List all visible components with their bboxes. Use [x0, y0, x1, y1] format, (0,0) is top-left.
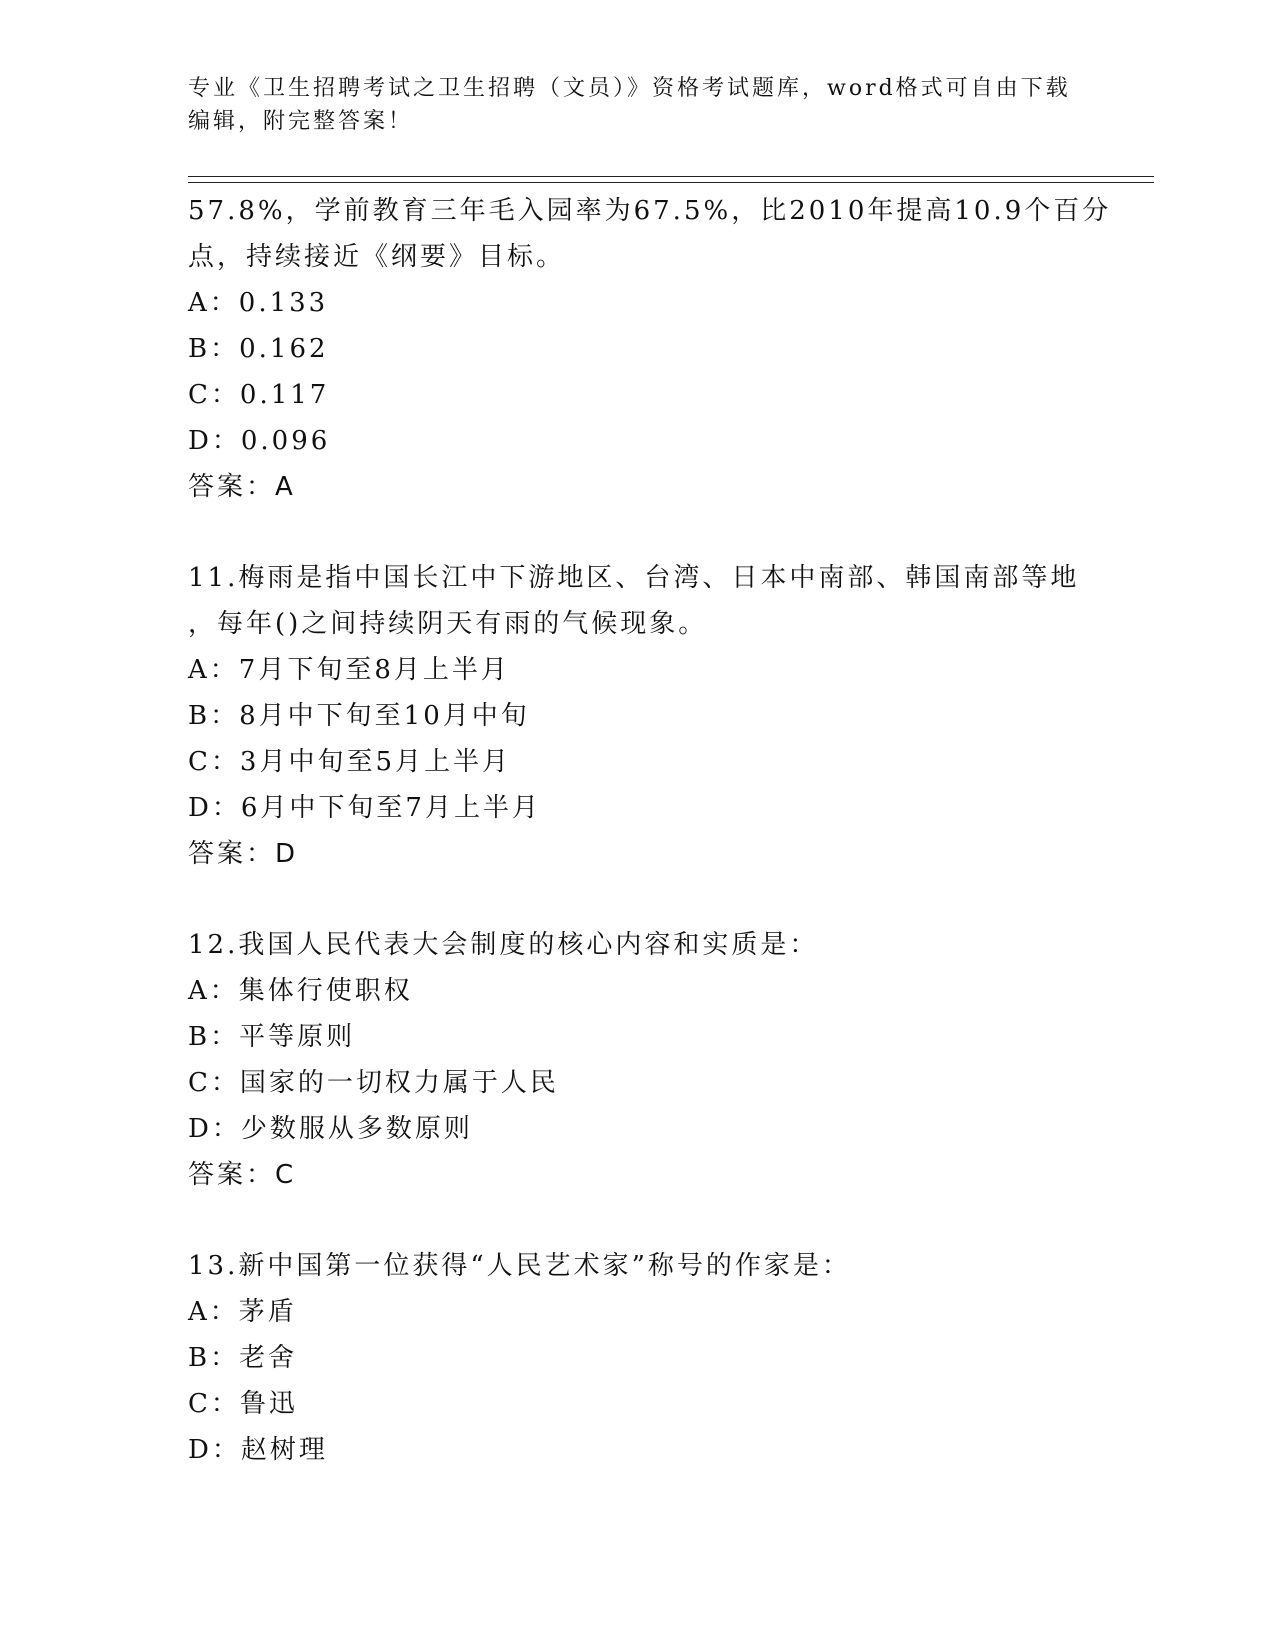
option-label: D：	[188, 793, 241, 823]
option-text: 茅盾	[238, 1297, 297, 1327]
option-c	[188, 1381, 1088, 1427]
option-text: 0.096	[240, 426, 331, 456]
document-header	[188, 72, 1088, 138]
answer-line: 答案：D	[188, 839, 299, 869]
option-b	[188, 693, 1088, 739]
option-text: 老舍	[239, 1343, 298, 1373]
header-rule-bottom	[188, 182, 1154, 183]
question-text-line: 12.我国人民代表大会制度的核心内容和实质是：	[188, 930, 819, 960]
option-text: 集体行使职权	[238, 976, 413, 1006]
option-label: B：	[188, 334, 240, 364]
option-text: 国家的一切权力属于人民	[239, 1068, 559, 1098]
question-13	[188, 1243, 1088, 1473]
option-label: C：	[188, 1389, 240, 1419]
question-text-line: 57.8%，学前教育三年毛入园率为67.5%，比2010年提高10.9个百分	[188, 196, 1112, 226]
question-spacer	[188, 1198, 1088, 1243]
option-text: 7月下旬至8月上半月	[238, 655, 510, 685]
option-text: 赵树理	[240, 1435, 328, 1465]
answer-line: 答案：A	[188, 472, 296, 502]
option-label: B：	[188, 1022, 240, 1052]
question-text-line: 13.新中国第一位获得“人民艺术家”称号的作家是：	[188, 1251, 851, 1281]
option-c	[188, 1060, 1088, 1106]
option-text: 0.133	[238, 288, 329, 318]
option-label: B：	[188, 701, 240, 731]
question-text-line: ，每年()之间持续阴天有雨的气候现象。	[188, 609, 708, 639]
option-d	[188, 418, 1088, 464]
option-label: D：	[188, 1435, 241, 1465]
question-11	[188, 555, 1088, 877]
option-label: A：	[188, 655, 239, 685]
question-text-line: 点，持续接近《纲要》目标。	[188, 242, 566, 272]
option-text: 3月中旬至5月上半月	[239, 747, 511, 777]
header-line-2: 编辑，附完整答案！	[188, 109, 414, 134]
option-c	[188, 739, 1088, 785]
question-12	[188, 922, 1088, 1198]
option-b	[188, 1335, 1088, 1381]
question-spacer	[188, 510, 1088, 555]
header-rule-top	[188, 176, 1154, 177]
option-label: D：	[188, 426, 241, 456]
question-10	[188, 188, 1112, 510]
question-list	[188, 188, 1112, 1473]
question-spacer	[188, 877, 1088, 922]
option-label: A：	[188, 1297, 239, 1327]
option-text: 少数服从多数原则	[240, 1114, 473, 1144]
option-text: 6月中下旬至7月上半月	[240, 793, 541, 823]
option-label: A：	[188, 976, 239, 1006]
option-d	[188, 785, 1088, 831]
option-b	[188, 1014, 1088, 1060]
option-a	[188, 280, 1088, 326]
header-line-1: 专业《卫生招聘考试之卫生招聘（文员）》资格考试题库，word格式可自由下载	[188, 76, 1071, 101]
option-text: 8月中下旬至10月中旬	[239, 701, 530, 731]
option-d	[188, 1106, 1088, 1152]
option-text: 0.117	[239, 380, 330, 410]
option-a	[188, 647, 1088, 693]
option-text: 0.162	[239, 334, 329, 364]
option-a	[188, 1289, 1088, 1335]
option-b	[188, 326, 1088, 372]
option-label: C：	[188, 380, 240, 410]
option-label: A：	[188, 288, 239, 318]
question-text-line: 11.梅雨是指中国长江中下游地区、台湾、日本中南部、韩国南部等地	[188, 563, 1080, 593]
option-label: C：	[188, 747, 240, 777]
option-label: D：	[188, 1114, 241, 1144]
option-a	[188, 968, 1088, 1014]
option-c	[188, 372, 1088, 418]
answer-line: 答案：C	[188, 1160, 297, 1190]
option-text: 鲁迅	[239, 1389, 298, 1419]
option-text: 平等原则	[239, 1022, 356, 1052]
option-label: C：	[188, 1068, 240, 1098]
option-d	[188, 1427, 1088, 1473]
option-label: B：	[188, 1343, 240, 1373]
